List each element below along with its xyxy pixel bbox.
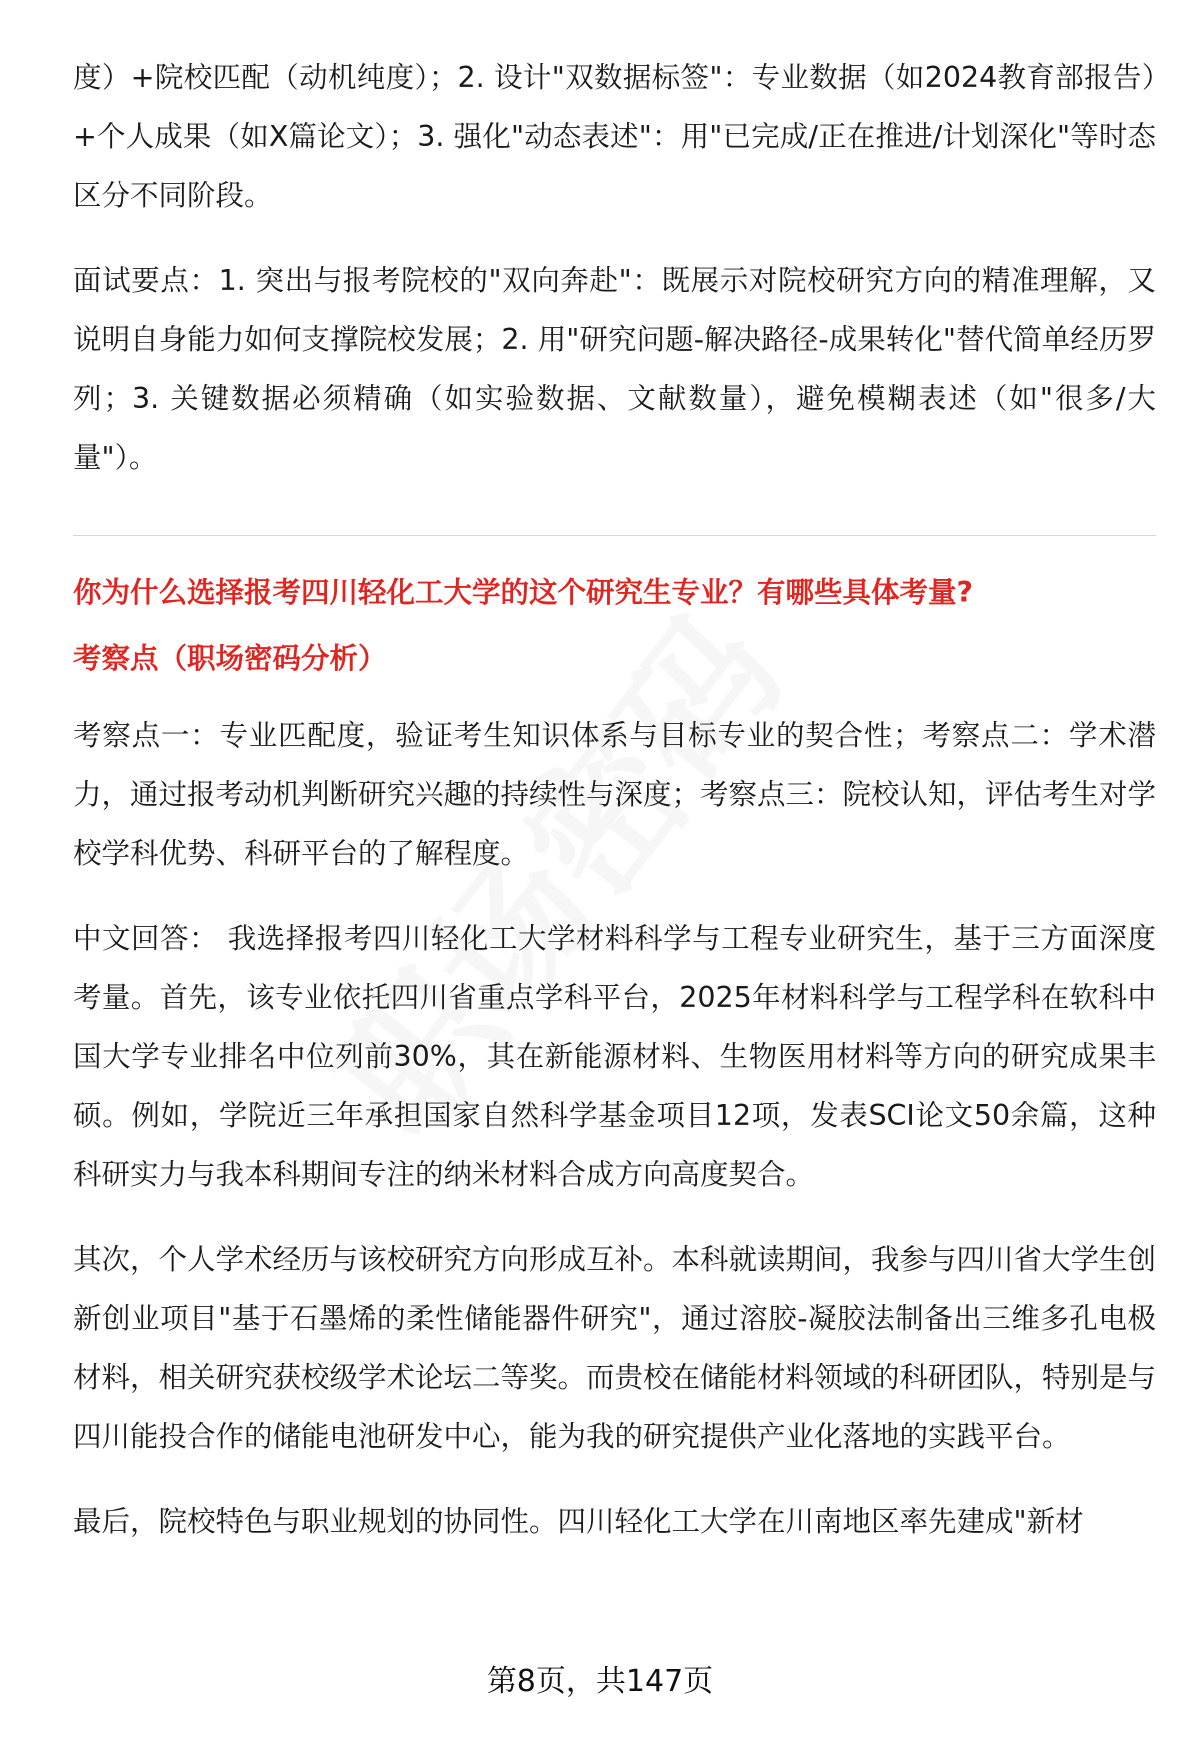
analysis-heading: 考察点（职场密码分析） [73, 642, 387, 675]
question-heading: 你为什么选择报考四川轻化工大学的这个研究生专业？有哪些具体考量? [73, 576, 974, 609]
paragraph-interview-points: 面试要点：1. 突出与报考院校的"双向奔赴"：既展示对院校研究方向的精准理解，又说明自身能力如何支撑院校发展；2. 用"研究问题-解决路径-成果转化"替代简单经历罗列；3. 关键数据必须精确（如实验数据、文献数量），避免模糊表述（如"很多/大量"）。 [73, 264, 1156, 474]
document-page [73, 48, 1156, 1551]
paragraph-answer-last: 最后，院校特色与职业规划的协同性。四川轻化工大学在川南地区率先建成"新材 [73, 1505, 1084, 1538]
paragraph-answer-second: 其次，个人学术经历与该校研究方向形成互补。本科就读期间，我参与四川省大学生创新创业项目"基于石墨烯的柔性储能器件研究"，通过溶胶-凝胶法制备出三维多孔电极材料，相关研究获校级学术论坛二等奖。而贵校在储能材料领域的科研团队，特别是与四川能投合作的储能电池研发中心，能为我的研究提供产业化落地的实践平台。 [73, 1243, 1157, 1453]
paragraph-examination-points: 考察点一：专业匹配度，验证考生知识体系与目标专业的契合性；考察点二：学术潜力，通过报考动机判断研究兴趣的持续性与深度；考察点三：院校认知，评估考生对学校学科优势、科研平台的了解程度。 [73, 719, 1157, 870]
section-divider [73, 535, 1156, 536]
page-number-footer: 第8页，共147页 [486, 1664, 714, 1699]
paragraph-answer-first: 中文回答： 我选择报考四川轻化工大学材料科学与工程专业研究生，基于三方面深度考量。首先，该专业依托四川省重点学科平台，2025年材料科学与工程学科在软科中国大学专业排名中位列前30%，其在新能源材料、生物医用材料等方向的研究成果丰硕。例如，学院近三年承担国家自然科学基金项目12项，发表SCI论文50余篇，这种科研实力与我本科期间专注的纳米材料合成方向高度契合。 [73, 922, 1156, 1191]
paragraph-continued-tips: 度）+院校匹配（动机纯度）；2. 设计"双数据标签"：专业数据（如2024教育部报告）+个人成果（如X篇论文）；3. 强化"动态表述"：用"已完成/正在推进/计划深化"等时态区分不同阶段。 [73, 61, 1156, 212]
